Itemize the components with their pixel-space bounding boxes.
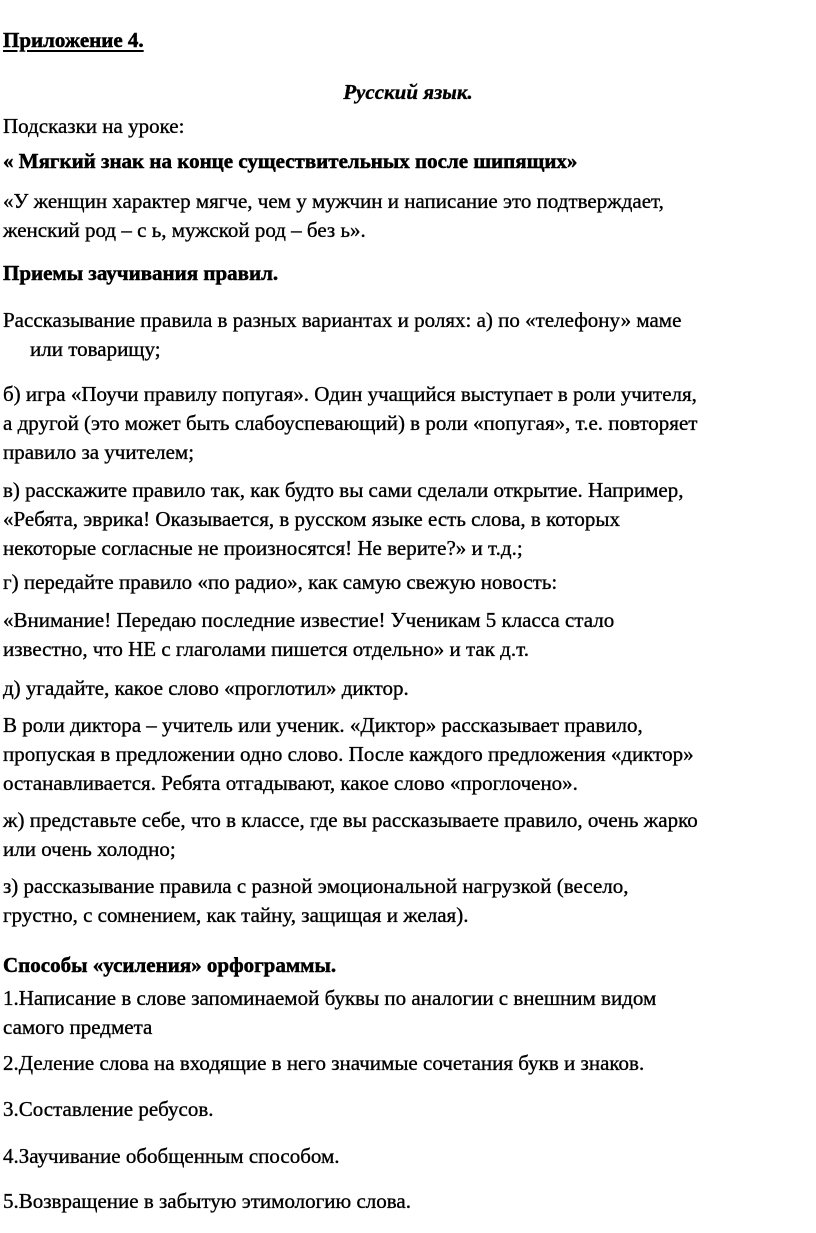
method-line: з) рассказывание правила с разной эмоциональной нагрузкой (весело, (3, 874, 629, 898)
way-item-3: 3.Составление ребусов. (3, 1097, 214, 1121)
method-line: В роли диктора – учитель или ученик. «Диктор» рассказывает правило, (3, 713, 643, 737)
method-line: известно, что НЕ с глаголами пишется отдельно» и так д.т. (3, 637, 529, 661)
rule-line: «У женщин характер мягче, чем у мужчин и написание это подтверждает, (3, 189, 664, 213)
method-line: Рассказывание правила в разных вариантах и ролях: а) по «телефону» маме (3, 308, 682, 332)
rule-line: женский род – с ь, мужской род – без ь». (3, 218, 366, 242)
way-item-2: 2.Деление слова на входящие в него значимые сочетания букв и знаков. (3, 1051, 645, 1075)
method-line: в) расскажите правило так, как будто вы сами сделали открытие. Например, (3, 478, 684, 502)
method-item-z (3, 872, 813, 930)
appendix-title: Приложение 4. (3, 28, 144, 52)
method-line: «Ребята, эврика! Оказывается, в русском языке есть слова, в которых (3, 507, 620, 531)
method-line: ж) представьте себе, что в классе, где вы рассказываете правило, очень жарко (3, 808, 698, 832)
method-line: грустно, с сомнением, как тайну, защищая и желая). (3, 903, 469, 927)
way-line: самого предмета (3, 1015, 153, 1039)
way-line: 1.Написание в слове запоминаемой буквы по аналогии с внешним видом (3, 986, 657, 1010)
methods-heading: Приемы заучивания правил. (3, 261, 279, 285)
topic-title: « Мягкий знак на конце существительных после шипящих» (3, 149, 578, 173)
method-line: б) игра «Поучи правилу попугая». Один учащийся выступает в роли учителя, (3, 382, 697, 406)
way-item-4: 4.Заучивание обобщенным способом. (3, 1144, 340, 1168)
hints-label: Подсказки на уроке: (3, 114, 185, 138)
method-line: «Внимание! Передаю последние известие! Ученикам 5 класса стало (3, 608, 615, 632)
subject-title: Русский язык. (343, 80, 473, 104)
method-item-g-example (3, 606, 813, 664)
way-item-1 (3, 984, 813, 1042)
method-line: пропуская в предложении одно слово. После каждого предложения «диктор» (3, 742, 694, 766)
rule-paragraph (3, 187, 813, 245)
method-line: некоторые согласные не произносятся! Не верите?» и т.д.; (3, 536, 523, 560)
method-item-g: г) передайте правило «по радио», как самую свежую новость: (3, 570, 558, 594)
method-line: или товарищу; (30, 337, 161, 361)
method-line: правило за учителем; (3, 440, 195, 464)
method-item-d: д) угадайте, какое слово «проглотил» диктор. (3, 676, 409, 700)
method-item-d-description (3, 711, 813, 798)
method-item-a (3, 306, 813, 364)
method-item-zh (3, 806, 813, 864)
method-item-b (3, 380, 813, 467)
method-line: останавливается. Ребята отгадывают, какое слово «проглочено». (3, 771, 578, 795)
method-line: а другой (это может быть слабоуспевающий) в роли «попугая», т.е. повторяет (3, 411, 698, 435)
ways-heading: Способы «усиления» орфограммы. (3, 953, 337, 977)
way-item-5: 5.Возвращение в забытую этимологию слова. (3, 1189, 411, 1213)
method-item-v (3, 476, 813, 563)
method-line: или очень холодно; (3, 837, 176, 861)
